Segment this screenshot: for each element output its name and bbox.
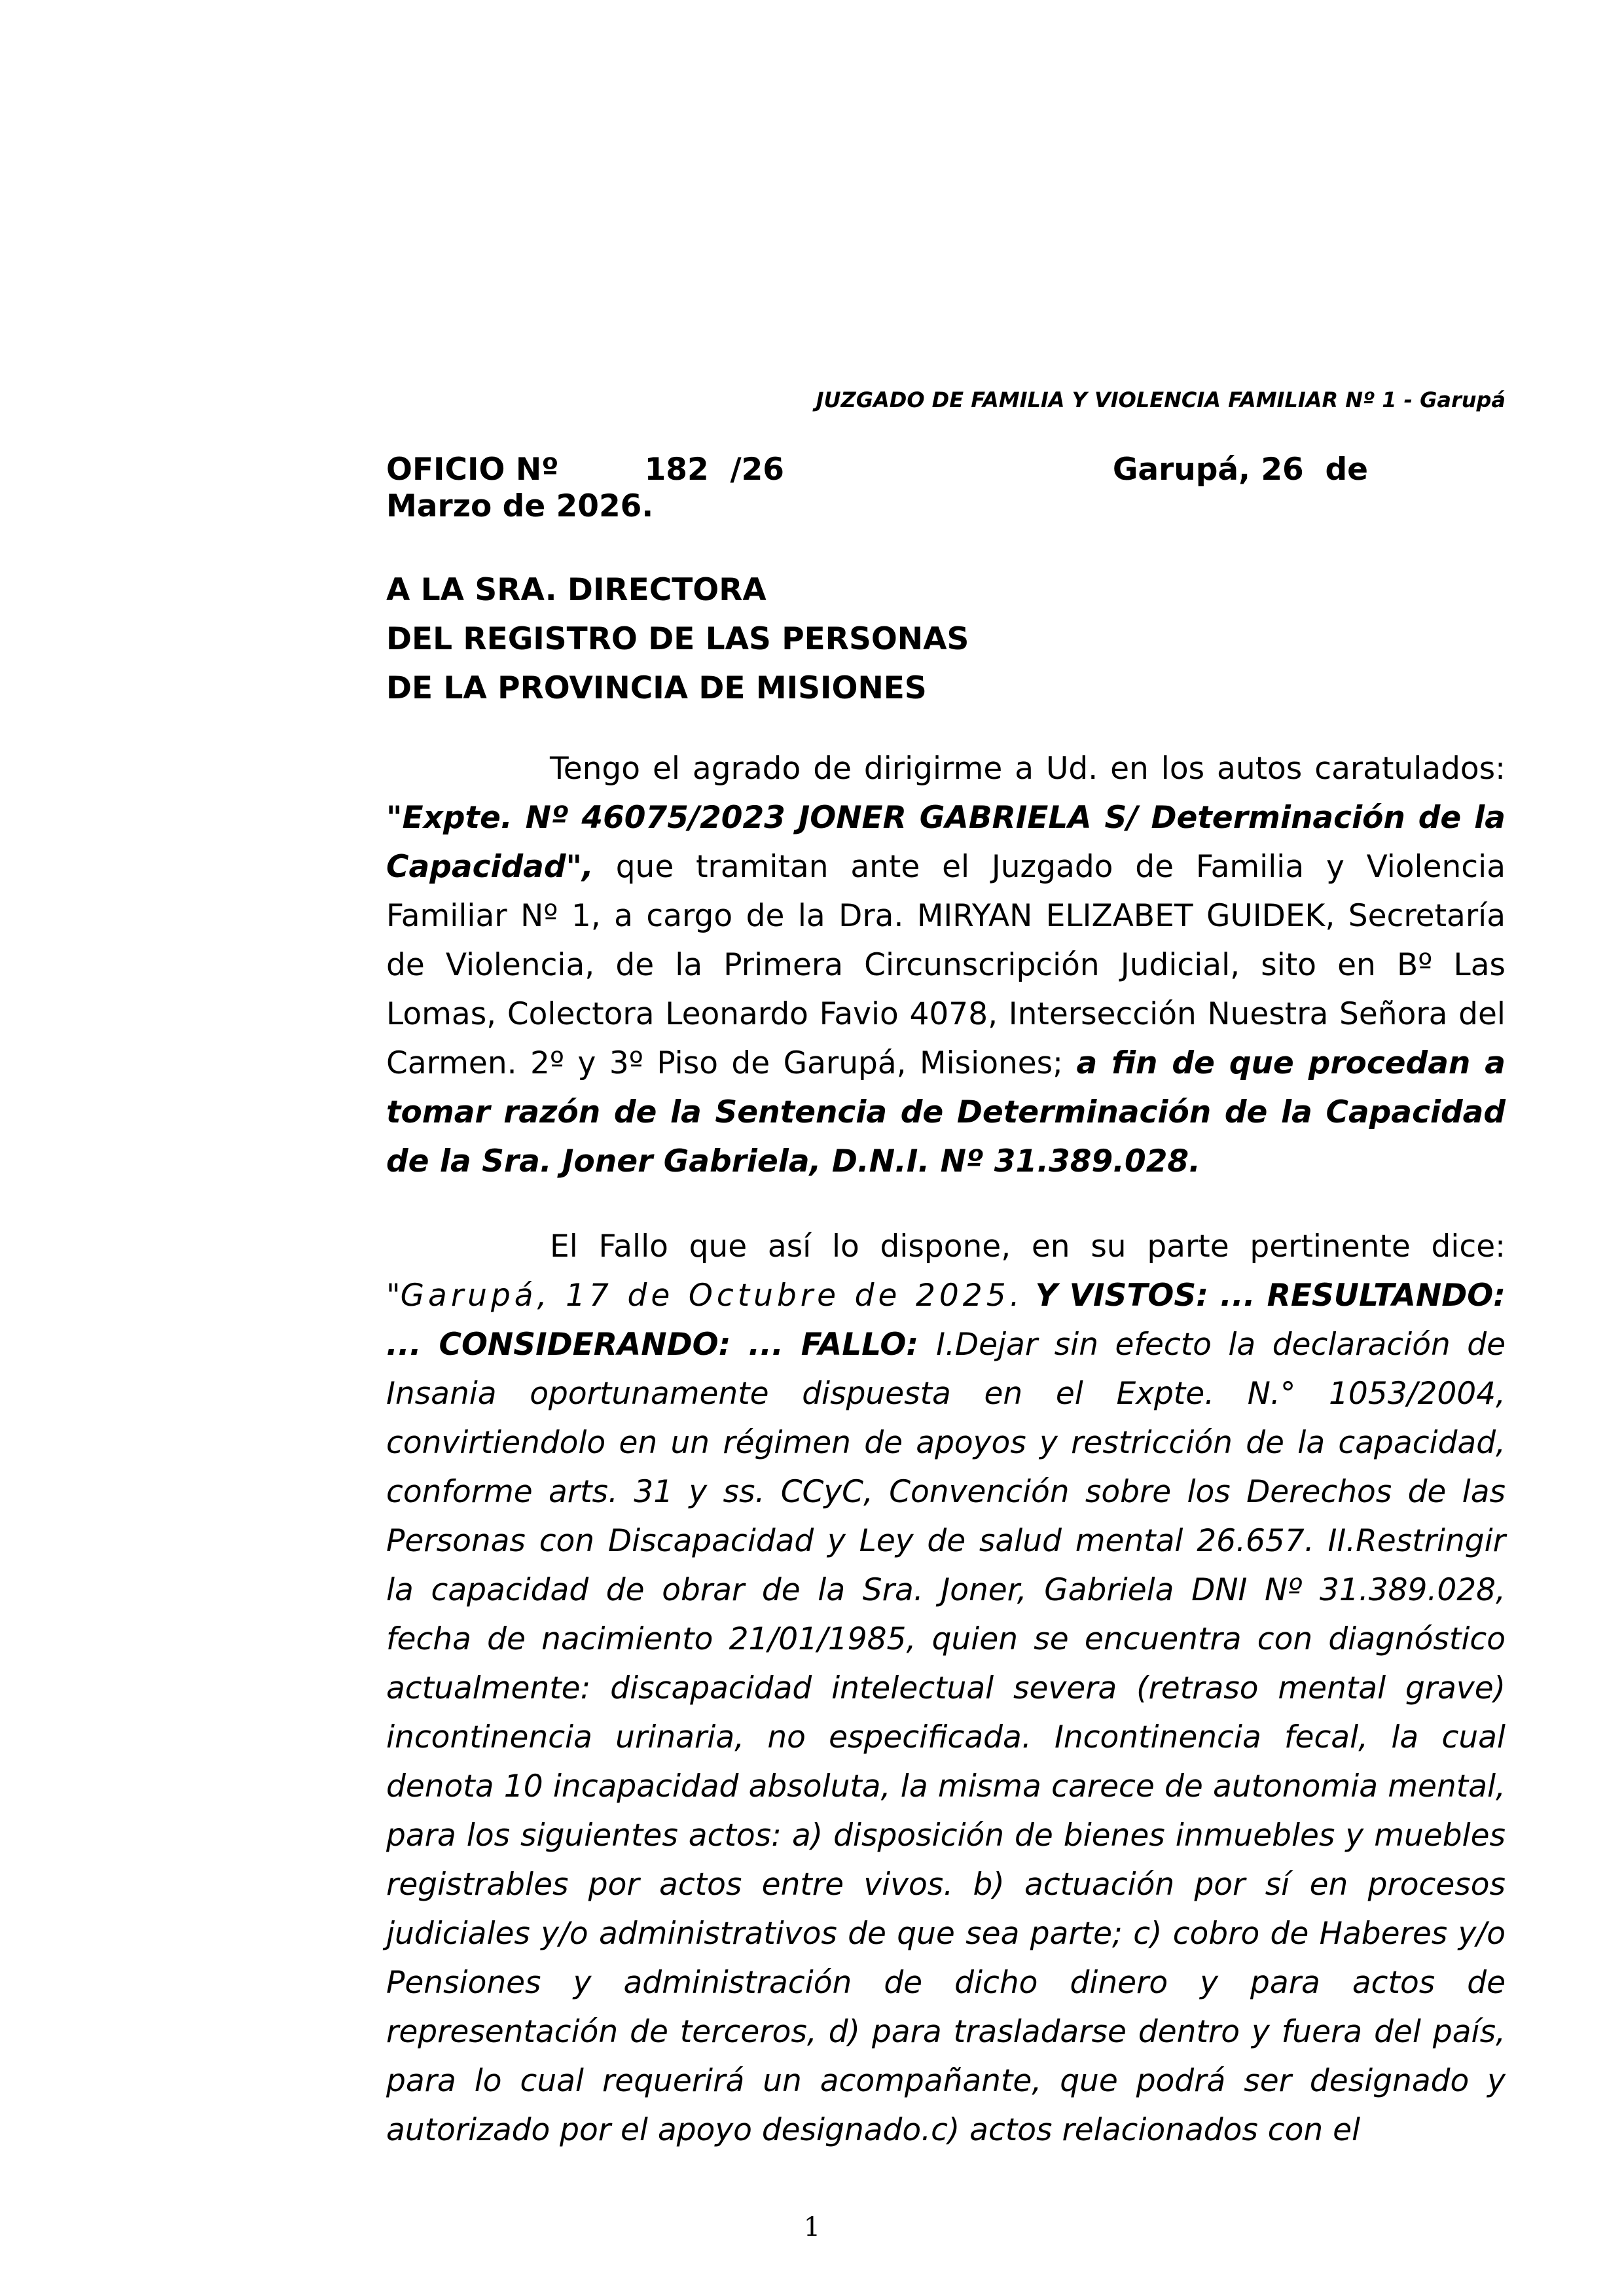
- document-body: [386, 452, 1506, 2185]
- oficio-date-first: Garupá, 26 de: [1112, 452, 1368, 488]
- addressee-line-2: DEL REGISTRO DE LAS PERSONAS: [386, 621, 969, 657]
- oficio-year: /26: [730, 452, 785, 488]
- paragraph-ruling: [386, 1222, 1506, 2155]
- oficio-number: 182: [644, 452, 709, 488]
- oficio-label: OFICIO Nº: [386, 452, 559, 488]
- oficio-row: [386, 452, 1506, 488]
- case-title: "Expte. Nº 46075/2023 JONER GABRIELA S/ Determinación de la Capacidad",: [386, 800, 1506, 885]
- page-number: 1: [803, 2212, 821, 2242]
- oficio-heading: [386, 452, 1506, 525]
- paragraph-request-intro: Tengo el agrado de dirigirme a Ud. en los autos caratulados:: [550, 751, 1506, 787]
- paragraph-request-body: que tramitan ante el Juzgado de Familia y Violencia Familiar Nº 1, a cargo de la Dra. MIRYAN ELIZABET GUIDEK, Secretaría de Violencia, de la Primera Circunscripción Judicial, sito en Bº Las Lomas, Colectora Leonardo Favio 4078, Intersección Nuestra Señora del Carmen. 2º y 3º Piso de Garupá, Misiones;: [386, 849, 1506, 1081]
- oficio-date-second: Marzo de 2026.: [386, 488, 654, 524]
- ruling-headings: Y VISTOS: ... RESULTANDO: ... CONSIDERANDO: ... FALLO:: [386, 1278, 1506, 1363]
- paragraph-ruling-intro: El Fallo que así lo dispone, en su parte pertinente dice: ": [386, 1229, 1506, 1314]
- oficio-number-group: [386, 452, 784, 488]
- court-header: JUZGADO DE FAMILIA Y VIOLENCIA FAMILIAR Nº 1 - Garupá: [816, 387, 1506, 412]
- addressee-block: [386, 565, 1506, 713]
- ruling-text: I.Dejar sin efecto la declaración de Insania oportunamente dispuesta en el Expte. N.° 1053/2004, convirtiendolo en un régimen de apoyos y restricción de la capacidad, conforme arts. 31 y ss. CCyC, Convención sobre los Derechos de las Personas con Discapacidad y Ley de salud mental 26.657. II.Restringir la capacidad de obrar de la Sra. Joner, Gabriela DNI Nº 31.389.028, fecha de nacimiento 21/01/1985, quien se encuentra con diagnóstico actualmente: discapacidad intelectual severa (retraso mental grave) incontinencia urinaria, no especificada. Incontinencia fecal, la cual denota 10 incapacidad absoluta, la misma carece de autonomia mental, para los siguientes actos: a) disposición de bienes inmuebles y muebles registrables por actos entre vivos. b) actuación por sí en procesos judiciales y/o administrativos de que sea parte; c) cobro de Haberes y/o Pensiones y administración de dicho dinero y para actos de representación de terceros, d) para trasladarse dentro y fuera del país, para lo cual requerirá un acompañante, que podrá ser designado y autorizado por el apoyo designado.c) actos relacionados con el: [386, 1327, 1506, 2148]
- addressee-line-3: DE LA PROVINCIA DE MISIONES: [386, 670, 927, 706]
- paragraph-request: [386, 744, 1506, 1186]
- request-statement: a fin de que procedan a tomar razón de la Sentencia de Determinación de la Capacidad de la Sra. Joner Gabriela, D.N.I. Nº 31.389.028.: [386, 1045, 1506, 1179]
- addressee-line-1: A LA SRA. DIRECTORA: [386, 572, 767, 608]
- ruling-date: Garupá, 17 de Octubre de 2025.: [400, 1278, 1024, 1314]
